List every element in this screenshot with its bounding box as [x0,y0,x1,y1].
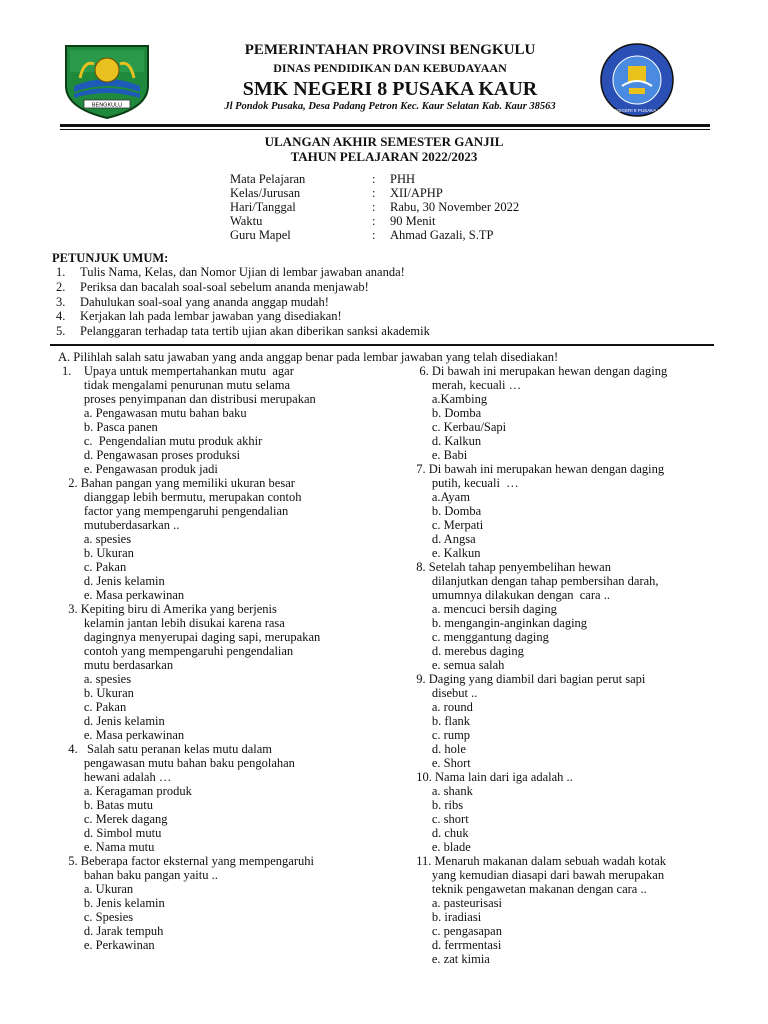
header-school-name: SMK NEGERI 8 PUSAKA KAUR [242,78,538,100]
instruction-item: 2. Periksa dan bacalah soal-soal sebelum ananda menjawab! [56,279,369,294]
info-row: Kelas/Jurusan : XII/APHP [230,186,443,200]
info-row: Hari/Tanggal : Rabu, 30 November 2022 [230,200,520,214]
school-logo-text: SMK NEGERI 8 PUSAKA KAUR [603,108,671,113]
question-line: contoh yang mempengaruhi pengendalian [62,644,294,658]
info-value: Rabu, 30 November 2022 [390,200,520,214]
header-rule-thick [60,124,710,127]
header-department: DINAS PENDIDIKAN DAN KEBUDAYAAN [273,61,507,75]
instruction-item: 1. Tulis Nama, Kelas, dan Nomor Ujian di lembar jawaban ananda! [56,265,405,279]
question-line: a. shank [410,784,473,798]
question-line: bahan baku pangan yaitu .. [62,868,218,882]
question-line: e. Pengawasan produk jadi [62,462,218,476]
instructions-list [56,265,430,339]
question-line: merah, kecuali … [410,378,522,392]
question-line: b. Ukuran [62,686,134,700]
question-line: b. ribs [410,798,464,812]
instruction-item: 3. Dahulukan soal-soal yang ananda anggap mudah! [56,294,329,309]
question-line: 1. Upaya untuk mempertahankan mutu agar [62,364,294,378]
info-value: 90 Menit [390,214,436,228]
question-line: b. mengangin-anginkan daging [410,616,588,630]
info-row: Waktu : 90 Menit [230,214,436,228]
question-line: e. Masa perkawinan [62,588,185,602]
question-line: e. Nama mutu [62,840,155,854]
question-line: a. mencuci bersih daging [410,602,557,616]
instruction-item: 4. Kerjakan lah pada lembar jawaban yang disediakan! [56,309,342,324]
question-line: d. Jenis kelamin [62,574,165,588]
question-line: b. Domba [410,504,482,518]
question-line: d. Kalkun [410,434,482,448]
question-line: b. iradiasi [410,910,482,924]
question-line: e. Perkawinan [62,938,155,952]
info-row: Guru Mapel : Ahmad Gazali, S.TP [230,228,494,242]
question-line: a. Pengawasan mutu bahan baku [62,406,247,420]
question-line: b. flank [410,714,471,728]
question-line: c. Pakan [62,560,127,574]
question-line: 5. Beberapa factor eksternal yang mempengaruhi [62,854,314,868]
question-line: hewani adalah … [62,770,172,784]
question-line: 9. Daging yang diambil dari bagian perut sapi [410,672,646,686]
question-line: a. spesies [62,532,132,546]
question-line: c. Merek dagang [62,812,168,826]
exam-info [230,172,519,242]
question-line: putih, kecuali … [410,476,519,490]
question-line: a. Ukuran [62,882,134,896]
question-line: 2. Bahan pangan yang memiliki ukuran besar [62,476,295,490]
questions-left-column [62,364,320,952]
section-rule [50,344,714,346]
question-line: c. Merpati [410,518,484,532]
exam-year: TAHUN PELAJARAN 2022/2023 [290,149,478,164]
question-line: e. Short [410,756,471,770]
question-line: disebut .. [410,686,478,700]
questions-right-column [410,364,667,966]
question-line: mutuberdasarkan .. [62,518,180,532]
info-label: Mata Pelajaran [230,172,306,186]
question-line: d. Jarak tempuh [62,924,164,938]
question-line: a. Keragaman produk [62,784,192,798]
info-label: Guru Mapel [230,228,291,242]
question-line: 3. Kepiting biru di Amerika yang berjenis [62,602,277,616]
question-line: dagingnya menyerupai daging sapi, merupakan [62,630,321,644]
question-line: c. rump [410,728,471,742]
question-line: tidak mengalami penurunan mutu selama [62,378,291,392]
question-line: c. pengasapan [410,924,502,938]
question-line: d. hole [410,742,466,756]
question-line: e. zat kimia [410,952,490,966]
question-line: umumnya dilakukan dengan cara .. [410,588,610,602]
info-value: Ahmad Gazali, S.TP [390,228,494,242]
header-address: Jl Pondok Pusaka, Desa Padang Petron Kec. Kaur Selatan Kab. Kaur 38563 [224,101,556,112]
question-line: b. Jenis kelamin [62,896,165,910]
question-line: d. Simbol mutu [62,826,162,840]
question-line: a. spesies [62,672,132,686]
province-emblem-logo [60,42,154,120]
question-line: b. Pasca panen [62,420,158,434]
question-line: e. Kalkun [410,546,481,560]
question-line: 10. Nama lain dari iga adalah .. [410,770,573,784]
info-row: Mata Pelajaran : PHH [230,172,416,186]
question-line: factor yang mempengaruhi pengendalian [62,504,289,518]
question-line: d. Jenis kelamin [62,714,165,728]
header-rule-thin [60,129,710,130]
question-line: c. Kerbau/Sapi [410,420,507,434]
info-label: Hari/Tanggal [230,200,296,214]
question-line: b. Ukuran [62,546,134,560]
info-value: XII/APHP [390,186,443,200]
question-line: c. Pakan [62,700,127,714]
info-label: Waktu [230,214,263,228]
question-line: d. Pengawasan proses produksi [62,448,241,462]
info-value: PHH [390,172,416,186]
question-line: e. Masa perkawinan [62,728,185,742]
info-label: Kelas/Jurusan [230,186,301,200]
question-line: teknik pengawetan makanan dengan cara .. [410,882,647,896]
question-line: c. Pengendalian mutu produk akhir [62,434,263,448]
question-line: 11. Menaruh makanan dalam sebuah wadah kotak [410,854,667,868]
question-line: kelamin jantan lebih disukai karena rasa [62,616,285,630]
exam-title: ULANGAN AKHIR SEMESTER GANJIL [264,134,504,149]
question-line: dilanjutkan dengan tahap pembersihan darah, [410,574,659,588]
question-line: d. Angsa [410,532,476,546]
header-province: PEMERINTAHAN PROVINSI BENGKULU [244,42,536,58]
question-line: b. Domba [410,406,482,420]
question-line: pengawasan mutu bahan baku pengolahan [62,756,295,770]
question-line: d. merebus daging [410,644,524,658]
province-emblem-text: BENGKULU [91,102,123,109]
question-line: a.Kambing [410,392,488,406]
question-line: c. menggantung daging [410,630,549,644]
question-line: 8. Setelah tahap penyembelihan hewan [410,560,611,574]
question-line: proses penyimpanan dan distribusi merupakan [62,392,316,406]
question-line: d. ferrmentasi [410,938,502,952]
question-line: 4. Salah satu peranan kelas mutu dalam [62,742,273,756]
question-line: dianggap lebih bermutu, merupakan contoh [62,490,302,504]
question-line: 6. Di bawah ini merupakan hewan dengan daging [410,364,668,378]
question-line: e. blade [410,840,471,854]
question-line: a. round [410,700,473,714]
question-line: yang kemudian diasapi dari bawah merupakan [410,868,665,882]
question-line: 7. Di bawah ini merupakan hewan dengan daging [410,462,665,476]
question-line: mutu berdasarkan [62,658,174,672]
question-line: c. Spesies [62,910,134,924]
question-line: e. Babi [410,448,468,462]
question-line: a. pasteurisasi [410,896,502,910]
section-a-instruction: A. Pilihlah salah satu jawaban yang anda anggap benar pada lembar jawaban yang telah disediakan! [58,350,559,364]
question-line: a.Ayam [410,490,470,504]
question-line: c. short [410,812,469,826]
question-line: b. Batas mutu [62,798,153,812]
question-line: d. chuk [410,826,469,840]
instructions-title: PETUNJUK UMUM: [52,251,169,265]
question-line: e. semua salah [410,658,505,672]
instruction-item: 5. Pelanggaran terhadap tata tertib ujian akan diberikan sanksi akademik [56,324,430,339]
